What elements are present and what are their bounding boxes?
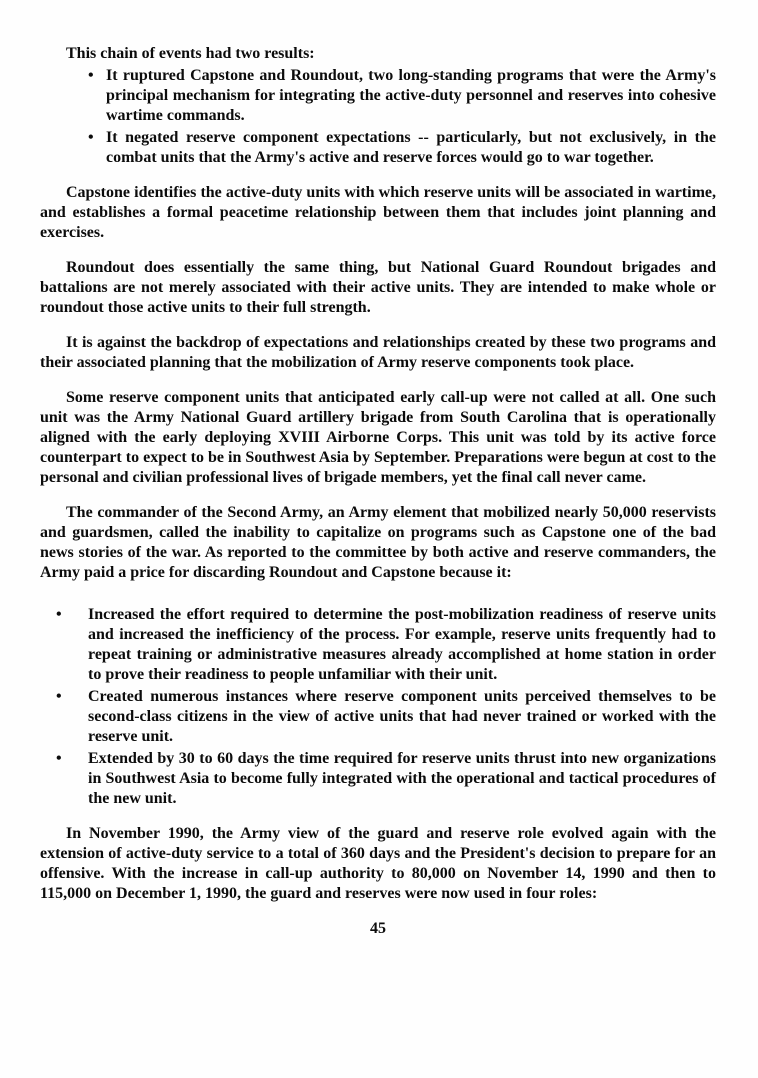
bullet-text: Extended by 30 to 60 days the time required for reserve units thrust into new organizations in Southwest Asia to become fully integrated with the operational and tactical procedures of the new unit.: [88, 750, 716, 807]
bullet-marker-icon: •: [88, 129, 94, 146]
bullet-item: [56, 687, 716, 747]
bullet-text: It negated reserve component expectations -- particularly, but not exclusively, in the combat units that the Army's active and reserve forces would go to war together.: [106, 129, 716, 166]
paragraph-commander: The commander of the Second Army, an Army element that mobilized nearly 50,000 reservists and guardsmen, called the inability to capitalize on programs such as Capstone one of the bad news stories of the war. As reported to the committee by both active and reserve commanders, the Army paid a price for discarding Roundout and Capstone because it:: [40, 504, 716, 581]
bullet-marker-icon: •: [56, 750, 62, 767]
bullet-item: [88, 66, 716, 126]
bullet-item: [56, 605, 716, 685]
bullet-marker-icon: •: [88, 67, 94, 84]
paragraph-november: In November 1990, the Army view of the guard and reserve role evolved again with the extension of active-duty service to a total of 360 days and the President's decision to prepare for an offensive. With the increase in call-up authority to 80,000 on November 14, 1990 and then to 115,000 on December 1, 1990, the guard and reserves were now used in four roles:: [40, 825, 716, 902]
bullet-text: It ruptured Capstone and Roundout, two long-standing programs that were the Army's principal mechanism for integrating the active-duty personnel and reserves into cohesive wartime commands.: [106, 67, 716, 124]
paragraph-backdrop: It is against the backdrop of expectations and relationships created by these two programs and their associated planning that the mobilization of Army reserve components took place.: [40, 334, 716, 371]
bullet-marker-icon: •: [56, 606, 62, 623]
bullet-text: Increased the effort required to determine the post-mobilization readiness of reserve units and increased the inefficiency of the process. For example, reserve units frequently had to repeat training or administrative measures already accomplished at home station in order to prove their readiness to people unfamiliar with their unit.: [88, 606, 716, 683]
bullet-item: [88, 128, 716, 168]
bullet-marker-icon: •: [56, 688, 62, 705]
paragraph-early-callup: Some reserve component units that anticipated early call-up were not called at all. One such unit was the Army National Guard artillery brigade from South Carolina that is operationally aligned with the early deploying XVIII Airborne Corps. This unit was told by its active force counterpart to expect to be in Southwest Asia by September. Preparations were begun at cost to the personal and civilian professional lives of brigade members, yet the final call never came.: [40, 389, 716, 486]
paragraph-intro: This chain of events had two results:: [66, 45, 315, 62]
bullet-list-top: [40, 66, 716, 168]
bullet-item: [56, 749, 716, 809]
bullet-text: Created numerous instances where reserve component units perceived themselves to be second-class citizens in the view of active units that had never trained or worked with the reserve unit.: [88, 688, 716, 745]
bullet-list-bottom: [40, 605, 716, 809]
paragraph-roundout: Roundout does essentially the same thing, but National Guard Roundout brigades and battalions are not merely associated with their active units. They are intended to make whole or roundout those active units to their full strength.: [40, 259, 716, 316]
page-number: 45: [370, 920, 386, 937]
paragraph-capstone: Capstone identifies the active-duty units with which reserve units will be associated in wartime, and establishes a formal peacetime relationship between them that includes joint planning and exercises.: [40, 184, 716, 241]
